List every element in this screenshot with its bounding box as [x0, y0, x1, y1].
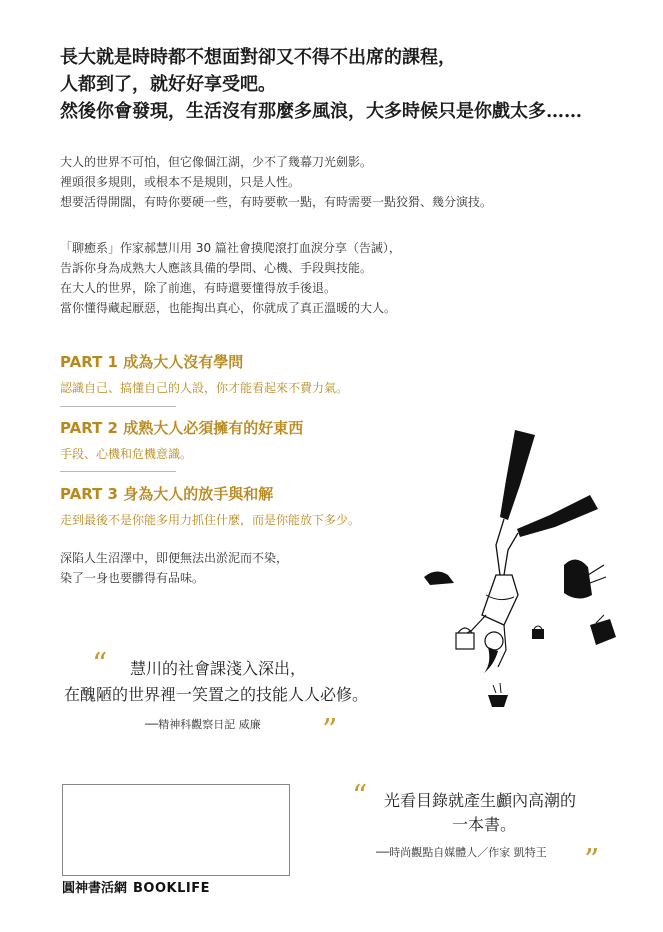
quote-open-icon: “: [92, 647, 108, 682]
quote-2-line: 光看目錄就產生顱內高潮的: [384, 791, 577, 810]
intro-line: 想要活得開闊，有時你要硬一些，有時要軟一點，有時需要一點狡猾、幾分演技。: [60, 195, 493, 209]
about-line: 「聊癒系」作家郝慧川用 30 篇社會摸爬滾打血淚分享（告誡），: [60, 241, 401, 255]
barcode-box: [62, 784, 290, 876]
quote-2-attribution: ──時尚觀點自媒體人／作家 凱特王: [376, 846, 547, 859]
intro-line: 大人的世界不可怕，但它像個江湖，少不了幾幕刀光劍影。: [60, 155, 373, 169]
part-1-desc: 認識自己、搞懂自己的人設，你才能看起來不費力氣。: [60, 381, 349, 395]
handbag-icon: [456, 633, 474, 649]
quote-1-attribution: ──精神科觀察日記 威廉: [145, 718, 261, 731]
about-line: 當你懂得藏起厭惡，也能掏出真心，你就成了真正溫暖的大人。: [60, 301, 397, 315]
about-line: 在大人的世界，除了前進，有時還要懂得放手後退。: [60, 281, 337, 295]
part-divider: [60, 406, 176, 407]
part-3-desc: 走到最後不是你能多用力抓住什麼，而是你能放下多少。: [60, 513, 361, 527]
part-3-title: PART 3 身為大人的放手與和解: [60, 485, 274, 503]
quote-close-icon: ”: [584, 843, 600, 878]
flipper-icon: [517, 495, 598, 537]
part-2-title: PART 2 成熟大人必須擁有的好東西: [60, 419, 304, 437]
pot-icon: [488, 695, 508, 707]
quote-open-icon: “: [352, 779, 368, 814]
part-1-title: PART 1 成為大人沒有學問: [60, 353, 244, 371]
publisher-brand: BOOKLIFE: [133, 881, 210, 896]
bag-icon: [564, 559, 592, 598]
briefcase-icon: [590, 619, 616, 645]
closing-line: 深陷人生沼澤中，即便無法出淤泥而不染，: [60, 551, 289, 565]
intro-paragraph: [60, 152, 620, 212]
falling-person-illustration: [400, 425, 640, 710]
part-2-desc: 手段、心機和危機意識。: [60, 447, 193, 461]
about-paragraph: [60, 238, 620, 318]
quote-2-line: 一本書。: [452, 815, 517, 834]
about-line: 告訴你身為成熟大人應該具備的學問、心機、手段與技能。: [60, 261, 373, 275]
closing-line: 染了一身也要髒得有品味。: [60, 571, 205, 585]
shoe-icon: [424, 571, 454, 585]
headline-line: 人都到了，就好好享受吧。: [60, 74, 276, 95]
publisher-name: 圓神書活網: [62, 881, 128, 896]
purse-icon: [532, 629, 544, 639]
quote-1-line: 在醜陋的世界裡一笑置之的技能人人必修。: [64, 685, 369, 704]
headline-line: 長大就是時時都不想面對卻又不得不出席的課程，: [60, 47, 456, 68]
headline: [60, 44, 620, 125]
flipper-icon: [500, 430, 535, 520]
headline-line: 然後你會發現，生活沒有那麼多風浪，大多時候只是你戲太多……: [60, 101, 582, 122]
part-divider: [60, 471, 176, 472]
quote-close-icon: ”: [322, 713, 338, 748]
publisher-logo: [62, 877, 210, 896]
quote-1-line: 慧川的社會課淺入深出，: [130, 659, 307, 678]
intro-line: 裡頭很多規則，或根本不是規則，只是人性。: [60, 175, 301, 189]
